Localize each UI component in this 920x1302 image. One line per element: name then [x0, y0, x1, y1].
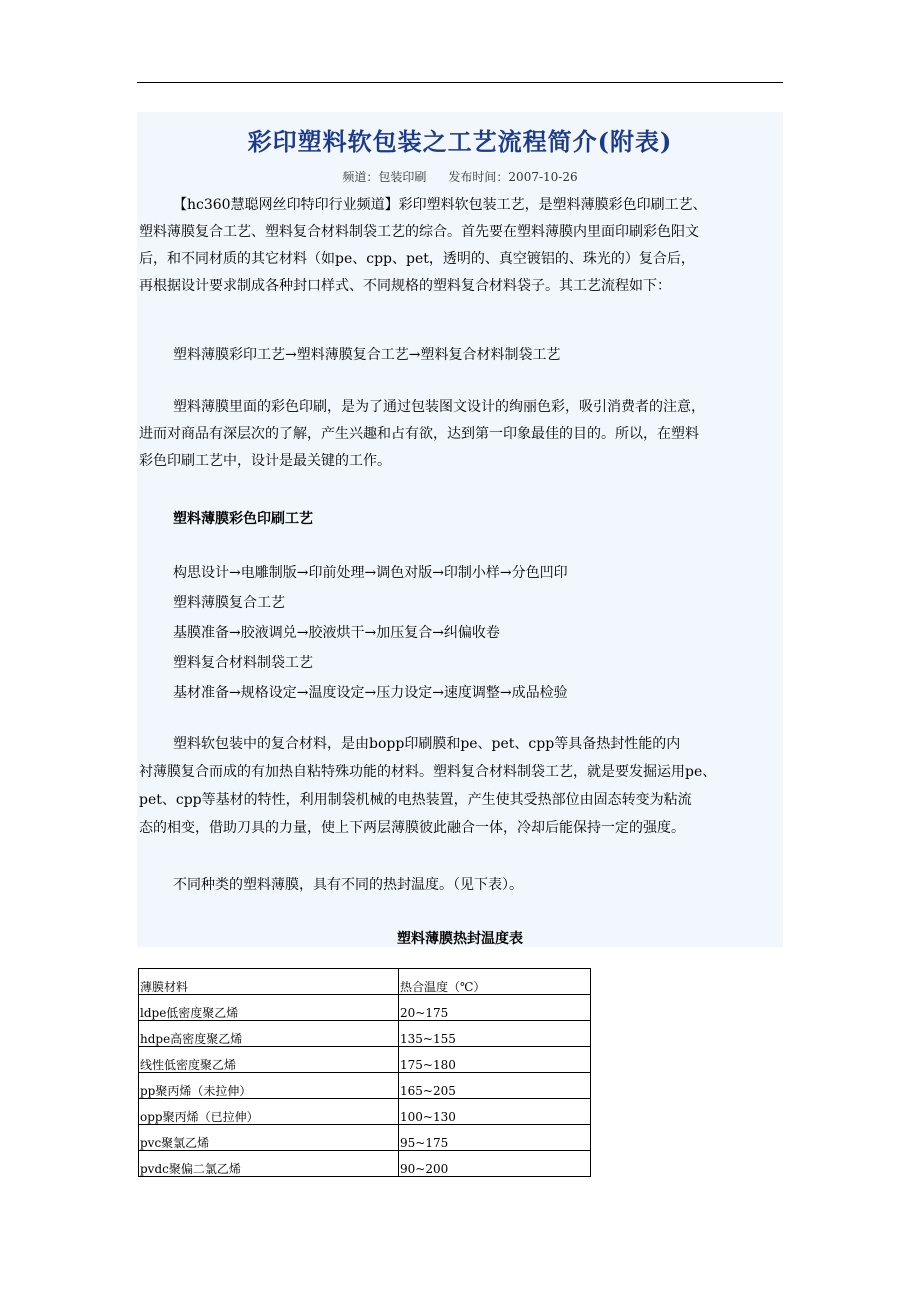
table-row	[139, 1073, 591, 1099]
table-row	[139, 1151, 591, 1177]
printing-heading-text: 塑料薄膜彩色印刷工艺	[173, 511, 313, 527]
intro-line: 塑料薄膜复合工艺、塑料复合材料制袋工艺的综合。首先要在塑料薄膜内里面印刷彩色阳文	[139, 224, 699, 240]
article-meta	[137, 168, 783, 185]
table-row	[139, 1047, 591, 1073]
table-header-row	[139, 969, 591, 995]
article-title: 彩印塑料软包装之工艺流程简介(附表)	[247, 127, 673, 156]
temperature-cell: 95~175	[399, 1125, 591, 1151]
material-cell: hdpe高密度聚乙烯	[139, 1021, 399, 1047]
composite-line: 塑料软包装中的复合材料，是由bopp印刷膜和pe、pet、cpp等具备热封性能的内	[173, 736, 681, 752]
material-cell: pp聚丙烯（未拉伸）	[139, 1073, 399, 1099]
intro-line: 后，和不同材质的其它材料（如pe、cpp、pet，透明的、真空镀铝的、珠光的）复合后，	[139, 251, 695, 267]
process-line: 基材准备→规格设定→温度设定→压力设定→速度调整→成品检验	[173, 685, 568, 701]
temperature-cell: 175~180	[399, 1047, 591, 1073]
temperature-cell: 165~205	[399, 1073, 591, 1099]
table-intro	[139, 872, 785, 899]
top-divider	[137, 82, 783, 83]
temperature-cell: 20~175	[399, 995, 591, 1021]
date-label: 发布时间：	[448, 170, 509, 184]
temperature-cell: 135~155	[399, 1021, 591, 1047]
temperature-cell: 100~130	[399, 1099, 591, 1125]
printing-line: 进而对商品有深层次的了解，产生兴趣和占有欲，达到第一印象最佳的目的。所以，在塑料	[139, 426, 699, 442]
composite-line: 衬薄膜复合而成的有加热自粘特殊功能的材料。塑料复合材料制袋工艺，就是要发掘运用pe、	[139, 764, 717, 780]
intro-paragraph	[139, 192, 785, 300]
intro-line: 【hc360慧聪网丝印特印行业频道】彩印塑料软包装工艺，是塑料薄膜彩色印刷工艺、	[173, 197, 707, 213]
material-cell: pvdc聚偏二氯乙烯	[139, 1151, 399, 1177]
composite-line: pet、cpp等基材的特性，利用制袋机械的电热装置，产生使其受热部位由固态转变为粘流	[139, 792, 692, 808]
process-line: 基膜准备→胶液调兑→胶液烘干→加压复合→纠偏收卷	[173, 625, 500, 641]
channel-label: 频道：	[342, 170, 379, 184]
printing-heading	[139, 506, 785, 533]
table-row	[139, 1125, 591, 1151]
material-cell: ldpe低密度聚乙烯	[139, 995, 399, 1021]
printing-line: 彩色印刷工艺中，设计是最关键的工作。	[139, 453, 391, 469]
table-caption: 塑料薄膜热封温度表	[397, 931, 523, 947]
intro-line: 再根据设计要求制成各种封口样式、不同规格的塑料复合材料袋子。其工艺流程如下：	[139, 278, 671, 294]
material-cell: 线性低密度聚乙烯	[139, 1047, 399, 1073]
flow-summary	[139, 342, 785, 369]
printing-paragraph	[139, 394, 785, 475]
material-cell: pvc聚氯乙烯	[139, 1125, 399, 1151]
process-line: 构思设计→电雕制版→印前处理→调色对版→印制小样→分色凹印	[173, 565, 568, 581]
header-cell-material: 薄膜材料	[139, 969, 399, 995]
material-cell: opp聚丙烯（已拉伸）	[139, 1099, 399, 1125]
process-list	[139, 558, 785, 708]
flow-summary-text: 塑料薄膜彩印工艺→塑料薄膜复合工艺→塑料复合材料制袋工艺	[173, 347, 561, 363]
printing-line: 塑料薄膜里面的彩色印刷，是为了通过包装图文设计的绚丽色彩，吸引消费者的注意，	[173, 399, 705, 415]
table-row	[139, 1021, 591, 1047]
table-row	[139, 995, 591, 1021]
channel-link[interactable]: 包装印刷	[378, 170, 427, 184]
table-intro-text: 不同种类的塑料薄膜，具有不同的热封温度。（见下表）。	[173, 877, 523, 893]
composite-paragraph	[139, 730, 785, 842]
process-line: 塑料复合材料制袋工艺	[173, 655, 313, 671]
header-cell-temperature: 热合温度（℃）	[399, 969, 591, 995]
process-line: 塑料薄膜复合工艺	[173, 595, 285, 611]
article-body	[137, 112, 783, 947]
composite-line: 态的相变，借助刀具的力量，使上下两层薄膜彼此融合一体，冷却后能保持一定的强度。	[139, 820, 685, 836]
publish-date: 2007-10-26	[508, 170, 578, 184]
table-row	[139, 1099, 591, 1125]
temperature-cell: 90~200	[399, 1151, 591, 1177]
heat-seal-table	[138, 968, 591, 1177]
